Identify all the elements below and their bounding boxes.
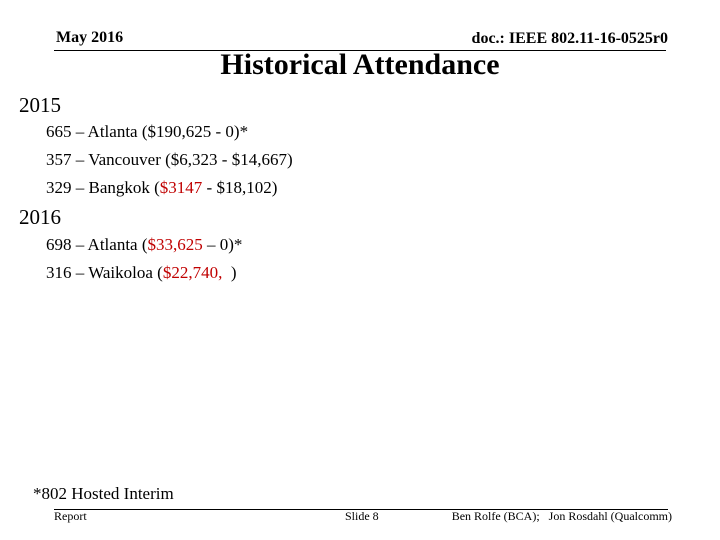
item-text: - $18,102) bbox=[202, 178, 278, 197]
item-text: 357 – Vancouver ($6,323 - $14,667) bbox=[46, 150, 293, 169]
header-date: May 2016 bbox=[56, 29, 124, 46]
slide-title: Historical Attendance bbox=[220, 48, 500, 81]
item-text: 665 – Atlanta ($190,625 - 0)* bbox=[46, 122, 249, 141]
footer-slide-number: Slide 8 bbox=[345, 509, 379, 523]
item-text: ) bbox=[222, 263, 237, 282]
item-highlight-amount: $22,740, bbox=[162, 263, 223, 282]
year-heading-2015: 2015 bbox=[19, 93, 61, 117]
item-text: – 0)* bbox=[202, 235, 243, 254]
footer-authors: Ben Rolfe (BCA); Jon Rosdahl (Qualcomm) bbox=[451, 509, 672, 523]
item-text: 316 – Waikoloa ( bbox=[46, 263, 163, 282]
header-doc-id: doc.: IEEE 802.11-16-0525r0 bbox=[471, 30, 668, 47]
item-highlight-amount: $33,625 bbox=[147, 235, 203, 254]
list-item bbox=[46, 150, 293, 170]
list-item bbox=[46, 178, 277, 198]
list-item bbox=[46, 235, 242, 255]
item-highlight-amount: $3147 bbox=[159, 178, 203, 197]
list-item bbox=[46, 122, 248, 142]
year-heading-2016: 2016 bbox=[19, 205, 61, 229]
item-text: 698 – Atlanta ( bbox=[46, 235, 148, 254]
footnote: *802 Hosted Interim bbox=[33, 484, 174, 503]
item-text: 329 – Bangkok ( bbox=[46, 178, 160, 197]
list-item bbox=[46, 263, 237, 283]
footer-left: Report bbox=[54, 509, 87, 523]
